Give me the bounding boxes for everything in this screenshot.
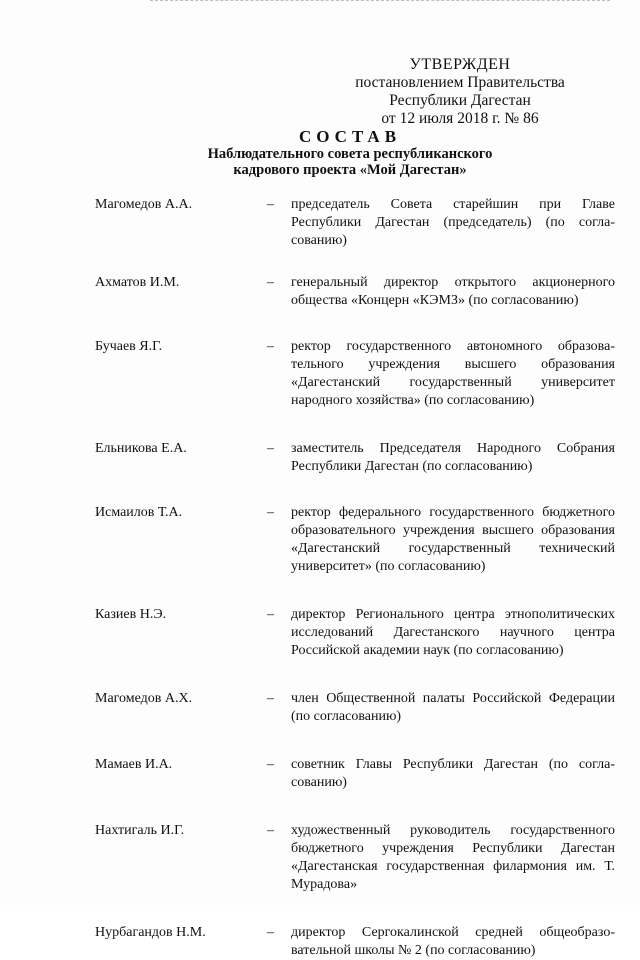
member-name: Ельникова Е.А. <box>95 441 187 456</box>
member-row <box>95 756 615 792</box>
document-title: СОСТАВ <box>298 127 402 146</box>
member-row <box>95 924 615 960</box>
member-row <box>95 690 615 726</box>
member-dash: – <box>267 925 274 940</box>
member-name: Исмаилов Т.А. <box>95 505 183 520</box>
member-name: Казиев Н.Э. <box>95 607 167 622</box>
member-dash: – <box>267 691 274 706</box>
approval-line-3: от 12 июля 2018 г. № 86 <box>381 110 539 127</box>
member-role: художественный руководитель государственного бюджетного учреждения Республики Дагестан «Дагестанская государственная филармония им. Т. Мурадова» <box>291 823 615 892</box>
member-dash: – <box>267 607 274 622</box>
scan-edge-artifact <box>150 0 610 4</box>
members-list <box>95 196 615 960</box>
member-name: Бучаев Я.Г. <box>95 339 163 354</box>
member-dash: – <box>267 441 274 456</box>
member-role: заместитель Председателя Народного Собрания Республики Дагестан (по согласованию) <box>291 441 615 474</box>
member-dash: – <box>267 275 274 290</box>
member-role: генеральный директор открытого акционерного общества «Концерн «КЭМЗ» (по согласованию) <box>291 275 615 308</box>
member-role: председатель Совета старейшин при Главе Республики Дагестан (председатель) (по согласованию) <box>291 197 615 248</box>
approval-line-2: Республики Дагестан <box>389 92 531 109</box>
member-dash: – <box>267 823 274 838</box>
member-row <box>95 338 615 410</box>
document-heading <box>0 128 640 178</box>
member-name: Ахматов И.М. <box>95 275 180 290</box>
member-role: член Общественной палаты Российской Федерации (по согласованию) <box>291 691 615 724</box>
member-name: Магомедов А.А. <box>95 197 193 212</box>
member-dash: – <box>267 757 274 772</box>
member-row <box>95 196 615 250</box>
member-role: директор Сергокалинской средней общеобразовательной школы № 2 (по согласованию) <box>291 925 615 958</box>
member-role: ректор федерального государственного бюджетного образовательного учреждения высшего образования «Дагестанский государственный технический университет» (по согласованию) <box>291 505 615 574</box>
member-dash: – <box>267 339 274 354</box>
approval-line-1: постановлением Правительства <box>355 74 565 91</box>
member-name: Нурбагандов Н.М. <box>95 925 206 940</box>
approval-title: УТВЕРЖДЕН <box>409 56 511 73</box>
member-dash: – <box>267 505 274 520</box>
member-name: Нахтигаль И.Г. <box>95 823 185 838</box>
document-subtitle-line-1: Наблюдательного совета республиканского <box>207 146 493 162</box>
member-role: советник Главы Республики Дагестан (по согласованию) <box>291 757 615 790</box>
member-row <box>95 274 615 310</box>
member-row <box>95 504 615 576</box>
member-row <box>95 606 615 660</box>
member-row <box>95 822 615 894</box>
member-dash: – <box>267 197 274 212</box>
member-role: ректор государственного автономного образовательного учреждения высшего образования «Дагестанский государственный университет народного хозяйства» (по согласованию) <box>291 339 615 408</box>
member-row <box>95 440 615 476</box>
document-subtitle-line-2: кадрового проекта «Мой Дагестан» <box>233 162 467 178</box>
approval-block <box>340 56 580 128</box>
member-name: Мамаев И.А. <box>95 757 173 772</box>
member-name: Магомедов А.Х. <box>95 691 193 706</box>
member-role: директор Регионального центра этнополитических исследований Дагестанского научного центра Российской академии наук (по согласованию) <box>291 607 615 658</box>
